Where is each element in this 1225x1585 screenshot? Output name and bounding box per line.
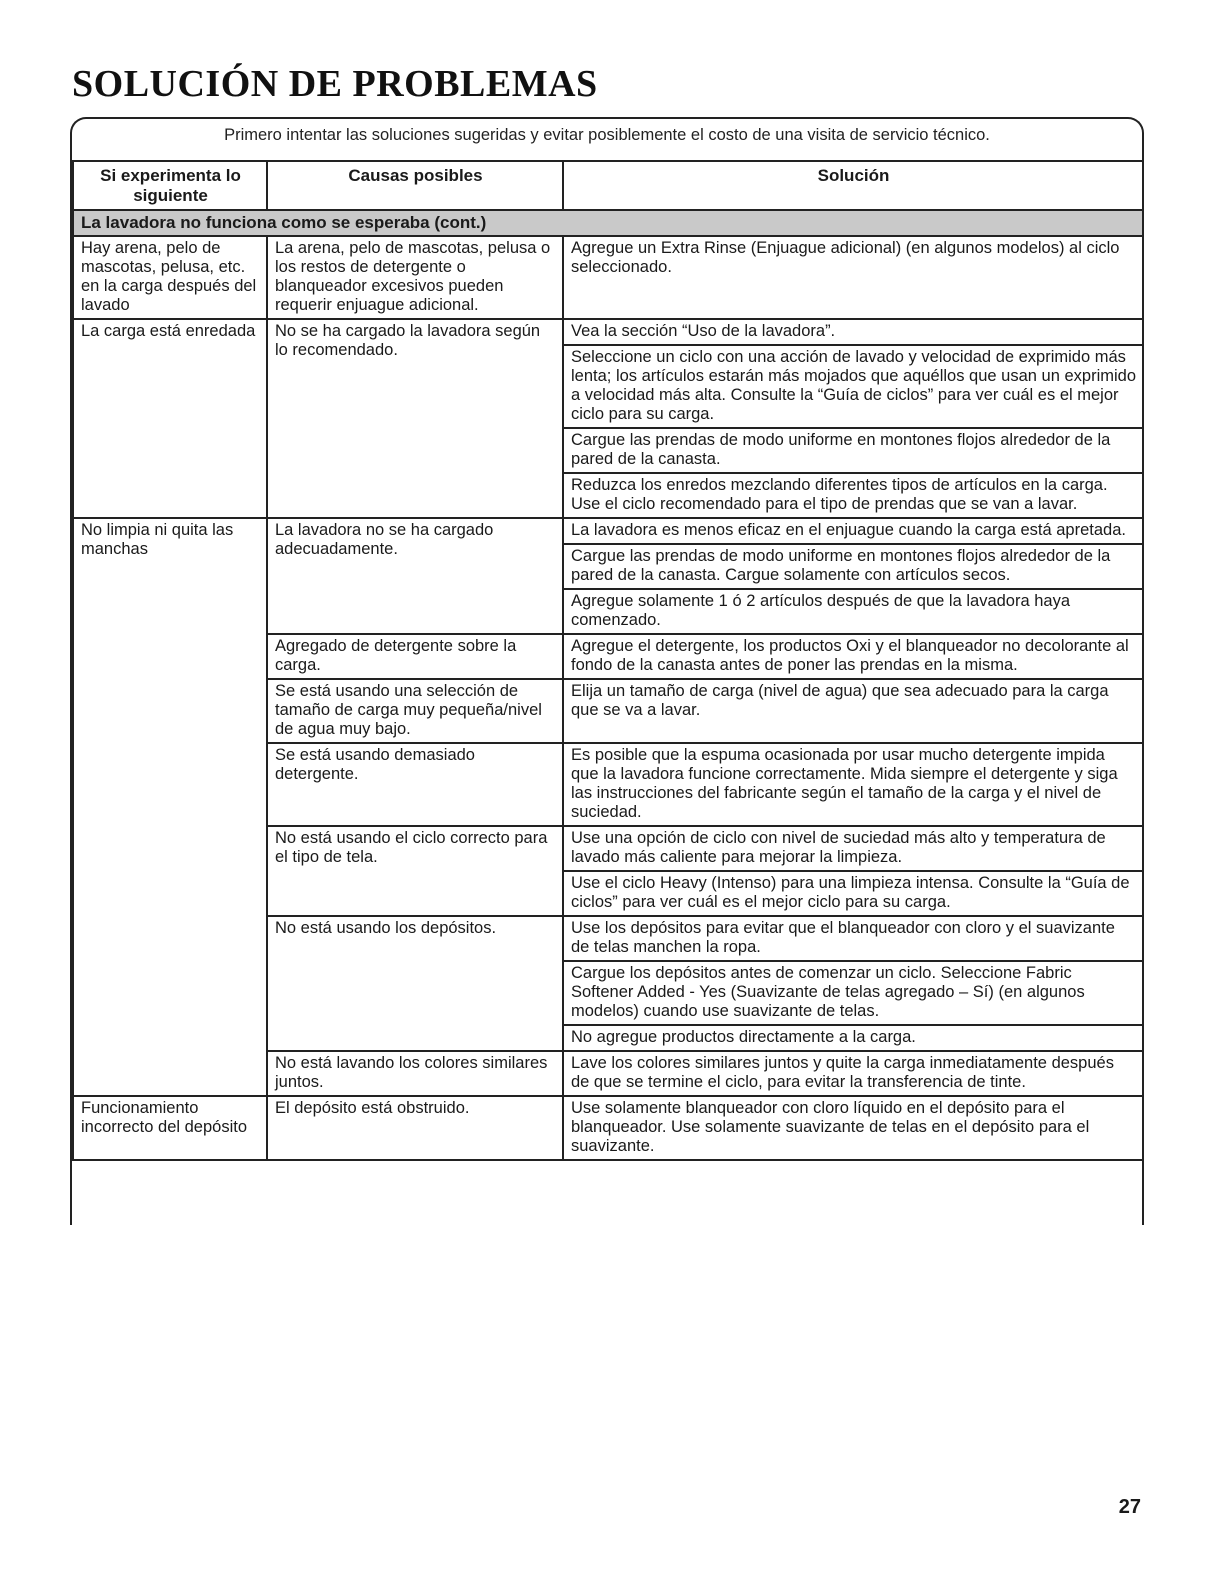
cause-cell: No está usando el ciclo correcto para el tipo de tela. <box>267 826 563 916</box>
problem-cell: Hay arena, pelo de mascotas, pelusa, etc. en la carga después del lavado <box>73 236 267 319</box>
solution-cell: Agregue el detergente, los productos Oxi y el blanqueador no decolorante al fondo de la canasta antes de poner las prendas en la misma. <box>563 634 1143 679</box>
cause-cell: La arena, pelo de mascotas, pelusa o los restos de detergente o blanqueador excesivos pueden requerir enjuague adicional. <box>267 236 563 319</box>
solution-cell: Vea la sección “Uso de la lavadora”. <box>563 319 1143 345</box>
solution-cell: Es posible que la espuma ocasionada por usar mucho detergente impida que la lavadora funcione correctamente. Mida siempre el detergente y siga las instrucciones del fabricante según el tamaño de la carga y el nivel de suciedad. <box>563 743 1143 826</box>
header-causes: Causas posibles <box>267 161 563 210</box>
intro-text: Primero intentar las soluciones sugeridas y evitar posiblemente el costo de una visita de servicio técnico. <box>224 126 990 144</box>
header-solution: Solución <box>563 161 1143 210</box>
section-title: La lavadora no funciona como se esperaba (cont.) <box>73 210 1143 236</box>
page-number: 27 <box>1118 1496 1141 1518</box>
solution-cell: Cargue las prendas de modo uniforme en montones flojos alrededor de la pared de la canasta. <box>563 428 1143 473</box>
solution-cell: Use una opción de ciclo con nivel de suciedad más alto y temperatura de lavado más caliente para mejorar la limpieza. <box>563 826 1143 871</box>
table-row <box>73 1096 1143 1160</box>
header-problem: Si experimenta lo siguiente <box>73 161 267 210</box>
solution-cell: No agregue productos directamente a la carga. <box>563 1025 1143 1051</box>
cause-cell: No se ha cargado la lavadora según lo recomendado. <box>267 319 563 518</box>
problem-cell: No limpia ni quita las manchas <box>73 518 267 1096</box>
troubleshooting-table <box>72 160 1144 1161</box>
cause-cell: Se está usando una selección de tamaño de carga muy pequeña/nivel de agua muy bajo. <box>267 679 563 743</box>
solution-cell: Lave los colores similares juntos y quite la carga inmediatamente después de que se termine el ciclo, para evitar la transferencia de tinte. <box>563 1051 1143 1096</box>
cause-cell: Agregado de detergente sobre la carga. <box>267 634 563 679</box>
problem-cell: La carga está enredada <box>73 319 267 518</box>
table-row <box>73 319 1143 345</box>
solution-cell: Elija un tamaño de carga (nivel de agua) que sea adecuado para la carga que se va a lavar. <box>563 679 1143 743</box>
solution-cell: Cargue los depósitos antes de comenzar un ciclo. Seleccione Fabric Softener Added - Yes (Suavizante de telas agregado – Sí) (en algunos modelos) cuando use suavizante de telas. <box>563 961 1143 1025</box>
solution-cell: La lavadora es menos eficaz en el enjuague cuando la carga está apretada. <box>563 518 1143 544</box>
solution-cell: Reduzca los enredos mezclando diferentes tipos de artículos en la carga. Use el ciclo recomendado para el tipo de prendas que se van a lavar. <box>563 473 1143 518</box>
problem-cell: Funcionamiento incorrecto del depósito <box>73 1096 267 1160</box>
page-title: SOLUCIÓN DE PROBLEMAS <box>72 63 598 105</box>
cause-cell: El depósito está obstruido. <box>267 1096 563 1160</box>
solution-cell: Agregue un Extra Rinse (Enjuague adicional) (en algunos modelos) al ciclo seleccionado. <box>563 236 1143 319</box>
solution-cell: Seleccione un ciclo con una acción de lavado y velocidad de exprimido más lenta; los artículos estarán más mojados que aquéllos que usan un exprimido a velocidad más alta. Consulte la “Guía de ciclos” para ver cuál es el mejor ciclo para su carga. <box>563 345 1143 428</box>
cause-cell: No está usando los depósitos. <box>267 916 563 1051</box>
solution-cell: Use el ciclo Heavy (Intenso) para una limpieza intensa. Consulte la “Guía de ciclos” para ver cuál es el mejor ciclo para su carga. <box>563 871 1143 916</box>
section-row <box>73 210 1143 236</box>
solution-cell: Cargue las prendas de modo uniforme en montones flojos alrededor de la pared de la canasta. Cargue solamente con artículos secos. <box>563 544 1143 589</box>
solution-cell: Agregue solamente 1 ó 2 artículos después de que la lavadora haya comenzado. <box>563 589 1143 634</box>
cause-cell: Se está usando demasiado detergente. <box>267 743 563 826</box>
solution-cell: Use los depósitos para evitar que el blanqueador con cloro y el suavizante de telas manchen la ropa. <box>563 916 1143 961</box>
table-row <box>73 518 1143 544</box>
cause-cell: No está lavando los colores similares juntos. <box>267 1051 563 1096</box>
table-row <box>73 236 1143 319</box>
cause-cell: La lavadora no se ha cargado adecuadamente. <box>267 518 563 634</box>
solution-cell: Use solamente blanqueador con cloro líquido en el depósito para el blanqueador. Use solamente suavizante de telas en el depósito para el suavizante. <box>563 1096 1143 1160</box>
table-header-row <box>73 161 1143 210</box>
